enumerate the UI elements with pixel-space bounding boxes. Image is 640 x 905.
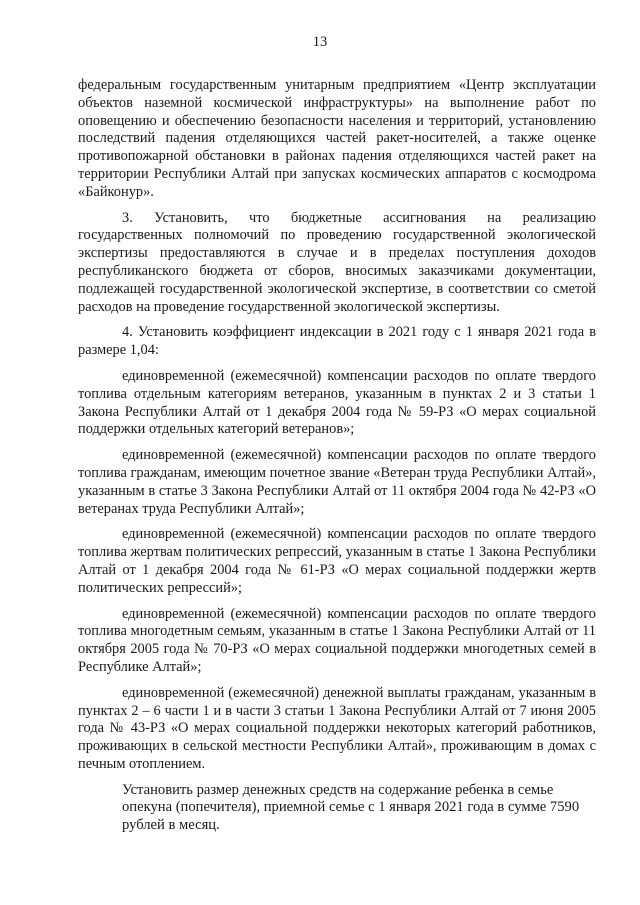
paragraph-veterans-compensation: единовременной (ежемесячной) компенсации расходов по оплате твердого топлива отдельным категориям ветеранов, указанным в пунктах 2 и 3 статьи 1 Закона Республики Алтай от 1 декабря 2004 года № 59-РЗ «О мерах социальной поддержки отдельных категорий ветеранов»; <box>78 367 596 438</box>
paragraph-item-3: 3. Установить, что бюджетные ассигнования на реализацию государственных полномочий по проведению государственной экологической экспертизы предоставляются в случае и в пределах поступления доходов республиканского бюджета от сборов, вносимых заказчиками документации, подлежащей государственной экологической экспертизе, в соответствии со сметой расходов на проведение государственной экологической экспертизы. <box>78 209 596 315</box>
paragraph-rural-workers-payment: единовременной (ежемесячной) денежной выплаты гражданам, указанным в пунктах 2 – 6 части 1 и в части 3 статьи 1 Закона Республики Алтай от 7 июня 2005 года № 43-РЗ «О мерах социальной поддержки некоторых категорий работников, проживающих в сельской местности Республики Алтай», проживающим в домах с печным отоплением. <box>78 684 596 772</box>
paragraph-item-4: 4. Установить коэффициент индексации в 2021 году с 1 января 2021 года в размере 1,04: <box>78 324 596 359</box>
page-number: 13 <box>312 34 328 50</box>
paragraph-repression-victims-compensation: единовременной (ежемесячной) компенсации расходов по оплате твердого топлива жертвам политических репрессий, указанным в статье 1 Закона Республики Алтай от 1 декабря 2004 года № 61-РЗ «О мерах социальной поддержки жертв политических репрессий»; <box>78 526 596 596</box>
paragraph-child-support-amount: Установить размер денежных средств на содержание ребенка в семье опекуна (попечителя), приемной семье с 1 января 2021 года в сумме 7590 рублей в месяц. <box>122 781 580 834</box>
paragraph-large-families-compensation: единовременной (ежемесячной) компенсации расходов по оплате твердого топлива многодетным семьям, указанным в статье 1 Закона Республики Алтай от 11 октября 2005 года № 70-РЗ «О мерах социальной поддержки многодетных семей в Республике Алтай»; <box>78 605 596 675</box>
paragraph-labor-veterans-compensation: единовременной (ежемесячной) компенсации расходов по оплате твердого топлива гражданам, имеющим почетное звание «Ветеран труда Республики Алтай», указанным в статье 3 Закона Республики Алтай от 11 октября 2004 года № 42-РЗ «О ветеранах труда Республики Алтай»; <box>78 447 596 517</box>
document-body <box>78 77 596 843</box>
paragraph-continuation: федеральным государственным унитарным предприятием «Центр эксплуатации объектов наземной космической инфраструктуры» на выполнение работ по оповещению и обеспечению безопасности населения и территорий, установлению последствий падения отделяющихся частей ракет-носителей, а также оценке противопожарной обстановки в районах падения отделяющихся частей ракет на территории Республики Алтай при запусках космических аппаратов с космодрома «Байконур». <box>78 77 596 200</box>
